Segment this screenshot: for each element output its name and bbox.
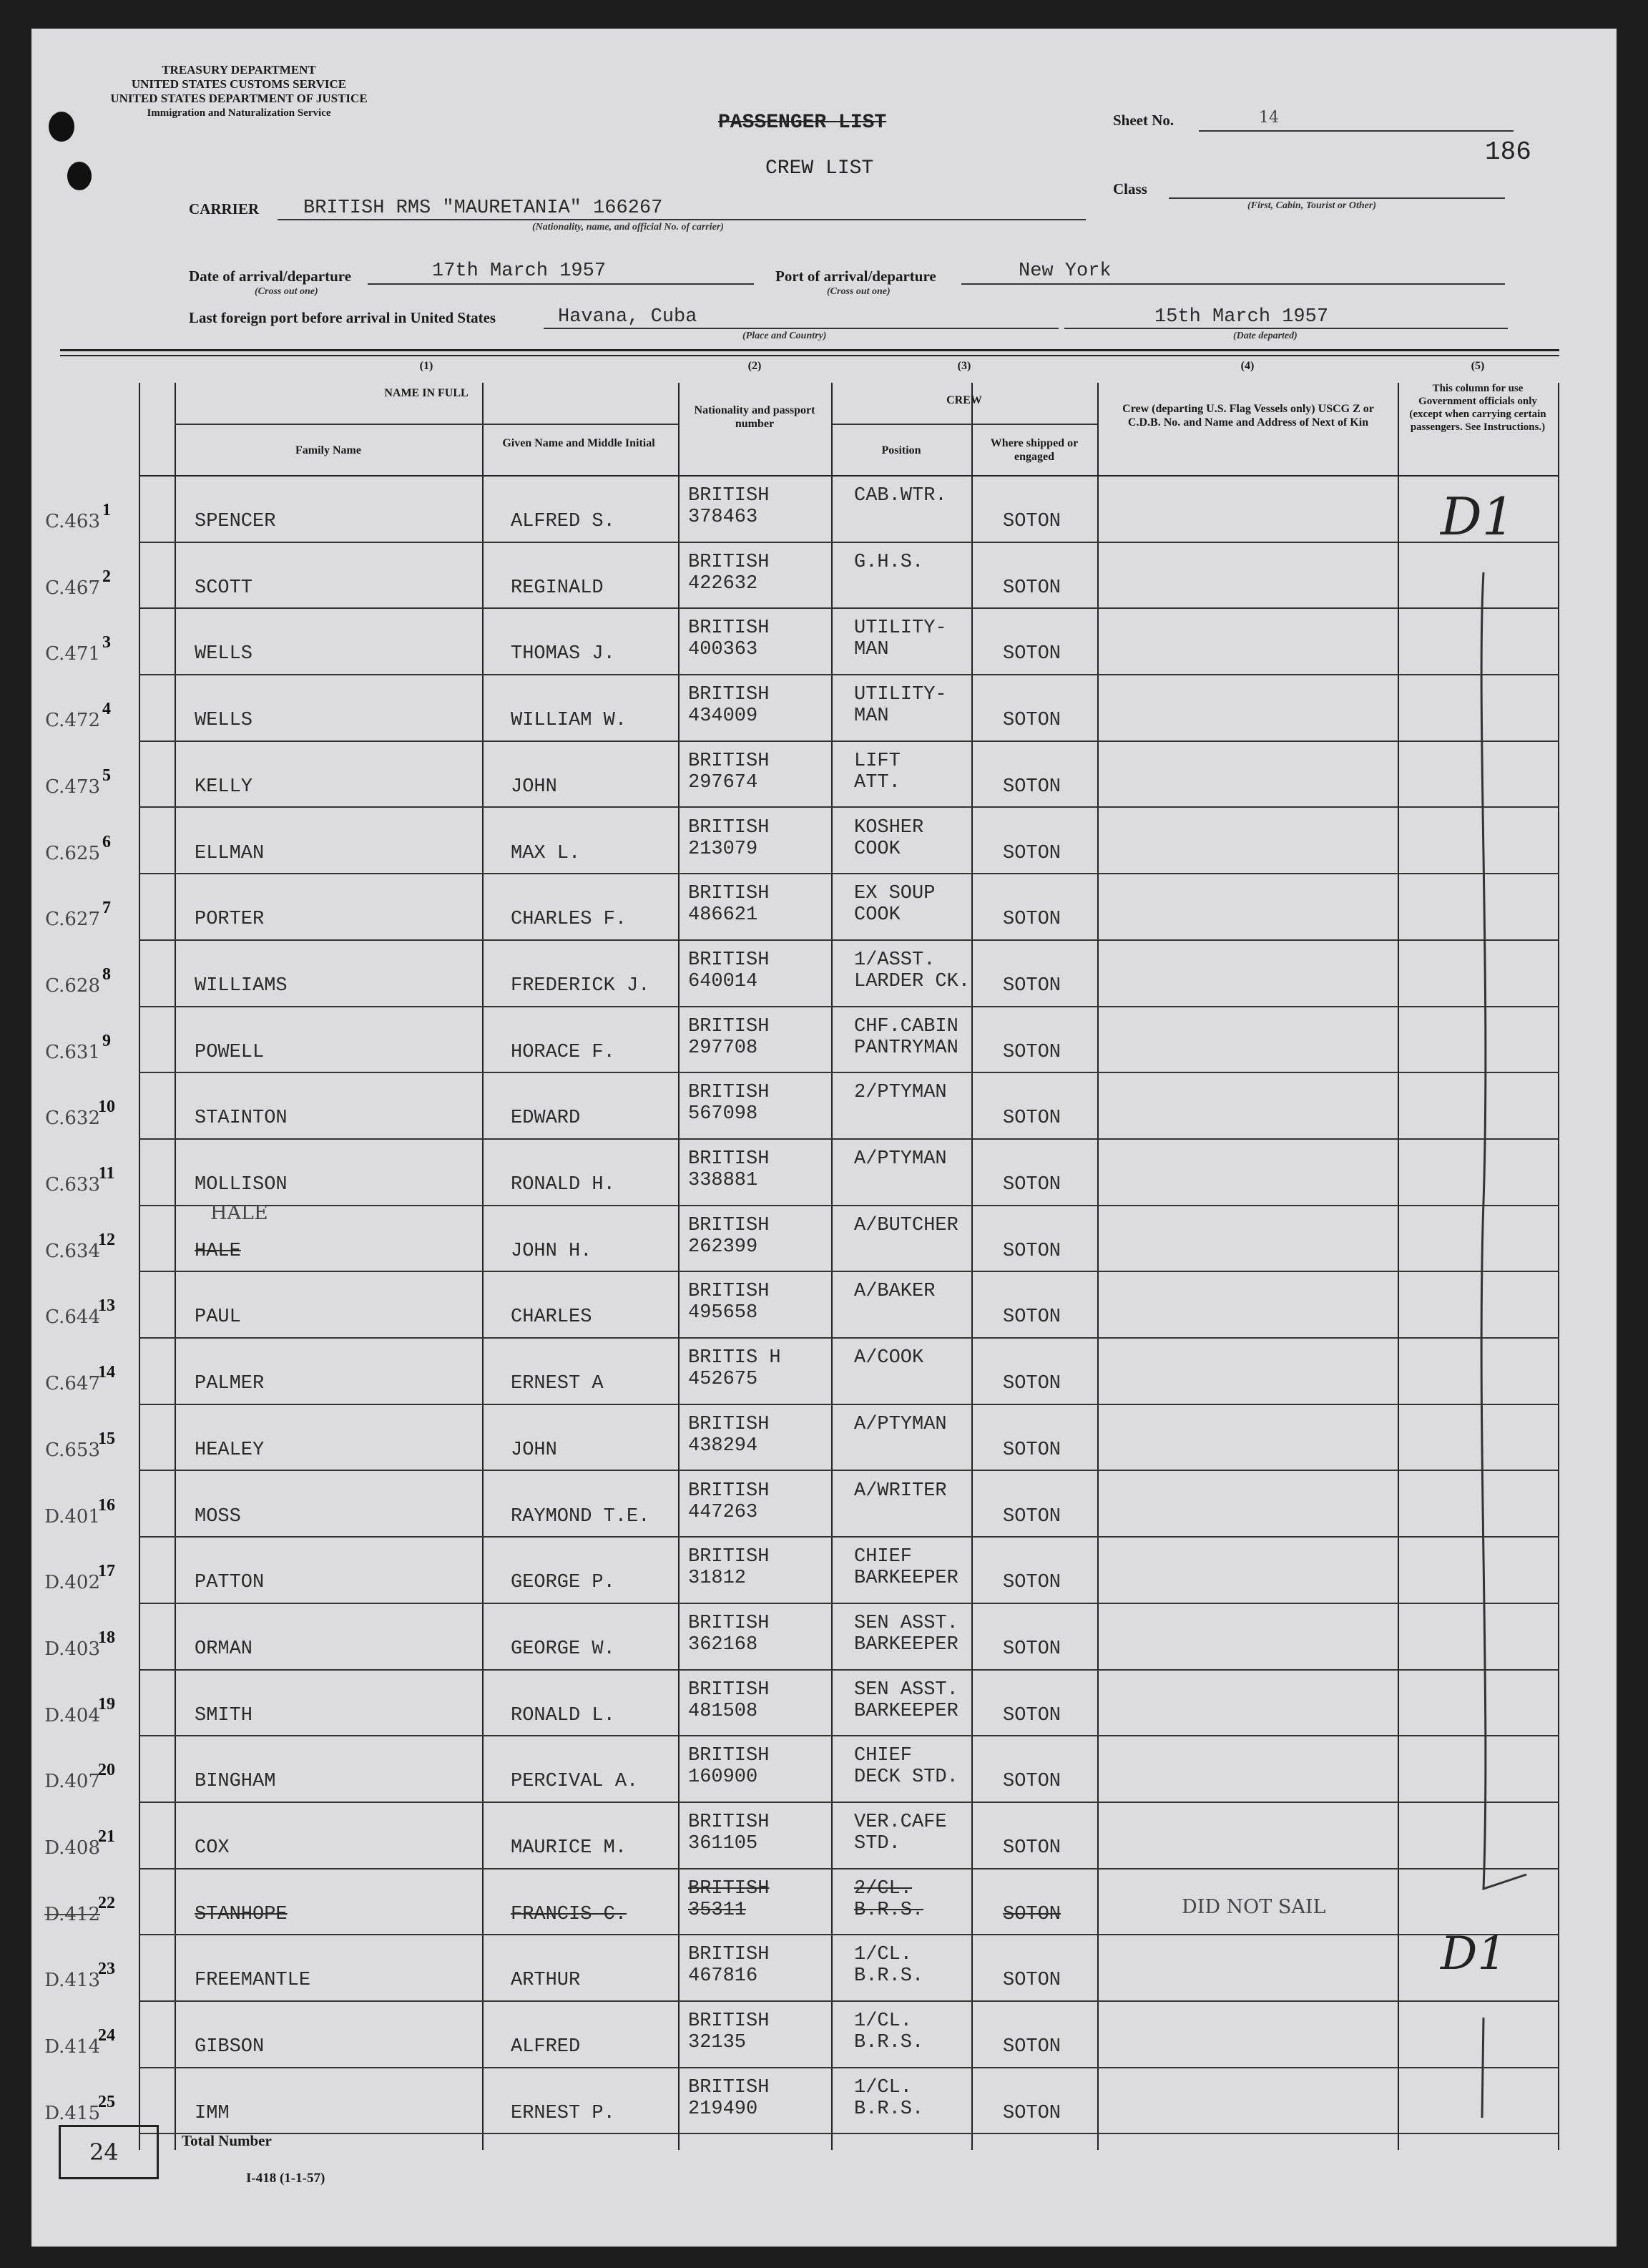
row-number: 25 — [98, 2092, 115, 2111]
family-name: ORMAN — [195, 1638, 253, 1660]
row-ref: D.407 — [44, 1771, 100, 1793]
total-box — [59, 2125, 159, 2179]
family-name: PAUL — [195, 1306, 241, 1329]
last-port-hint: (Place and Country) — [742, 331, 827, 341]
where-shipped: SOTON — [1003, 842, 1061, 864]
position-line-1: 2/PTYMAN — [854, 1082, 947, 1104]
where-shipped: SOTON — [1003, 511, 1061, 532]
row-number: 17 — [98, 1562, 115, 1581]
given-name: CHARLES — [511, 1306, 592, 1329]
table-row — [31, 1803, 1617, 1869]
nationality: BRITISH — [688, 1678, 770, 1701]
row-number: 16 — [98, 1495, 115, 1515]
carrier-value: BRITISH RMS "MAURETANIA" 166267 — [303, 197, 663, 219]
row-ref: D.401 — [44, 1505, 100, 1528]
passport-number: 486621 — [688, 904, 758, 927]
position-line-2: MAN — [854, 639, 889, 661]
given-name: GEORGE P. — [511, 1572, 615, 1594]
where-shipped: SOTON — [1003, 2102, 1061, 2124]
position-line-1: SEN ASST. — [854, 1612, 958, 1634]
agency-ins: Immigration and Naturalization Service — [147, 107, 331, 119]
crew-list-document — [31, 29, 1617, 2247]
position-line-1: CHIEF — [854, 1745, 913, 1767]
nationality: BRITISH — [688, 949, 770, 971]
where-shipped: SOTON — [1003, 1108, 1061, 1130]
position-line-1: LIFT — [854, 750, 901, 772]
position-line-1: CHF.CABIN — [854, 1015, 958, 1037]
position-line-1: A/COOK — [854, 1347, 924, 1369]
table-row — [31, 543, 1617, 610]
family-name: STAINTON — [195, 1108, 288, 1130]
col3b-heading: Where shipped or engaged — [990, 437, 1079, 463]
row-number: 15 — [98, 1429, 115, 1448]
given-name: FREDERICK J. — [511, 974, 650, 997]
row-number: 8 — [102, 964, 111, 984]
position-line-2: B.R.S. — [854, 2098, 924, 2120]
col5-heading: This column for use Government officials only (except when carrying certain passengers. See Instructions.) — [1409, 383, 1546, 433]
row-number: 6 — [102, 832, 111, 851]
position-line-2: MAN — [854, 705, 889, 728]
table-top-rule — [60, 355, 1559, 356]
given-name: ALFRED S. — [511, 511, 615, 532]
passport-number: 378463 — [688, 507, 758, 528]
position-line-2: COOK — [854, 838, 901, 860]
table-row — [31, 742, 1617, 808]
row-ref: D.404 — [44, 1704, 100, 1726]
table-top-rule — [60, 349, 1559, 351]
passport-number: 640014 — [688, 970, 758, 992]
table-row — [31, 1604, 1617, 1671]
table-row — [31, 1869, 1617, 1936]
position-line-1: 2/CL. — [854, 1877, 913, 1900]
position-line-1: A/WRITER — [854, 1480, 947, 1502]
passport-number: 361105 — [688, 1833, 758, 1854]
position-line-1: 1/CL. — [854, 1944, 913, 1966]
passport-number: 438294 — [688, 1434, 758, 1457]
given-name: THOMAS J. — [511, 643, 615, 665]
position-line-1: CHIEF — [854, 1546, 913, 1568]
passport-number: 297708 — [688, 1037, 758, 1059]
where-shipped: SOTON — [1003, 909, 1061, 931]
row-ref: C.463 — [45, 511, 100, 532]
nationality: BRITISH — [688, 684, 770, 706]
given-name: REGINALD — [511, 577, 604, 599]
position-line-2: ATT. — [854, 771, 901, 793]
row-ref: C.627 — [45, 909, 100, 931]
family-name: SCOTT — [195, 577, 253, 599]
arrival-date-value: 17th March 1957 — [432, 260, 607, 282]
sheet-label: Sheet No. — [1113, 112, 1174, 129]
passport-number: 434009 — [688, 705, 758, 728]
position-line-1: UTILITY- — [854, 684, 947, 706]
did-not-sail-note: DID NOT SAIL — [1182, 1896, 1326, 1918]
table-row — [31, 675, 1617, 742]
row-ref: D.408 — [44, 1837, 100, 1859]
last-port-label: Last foreign port before arrival in United States — [189, 309, 496, 326]
class-hint: (First, Cabin, Tourist or Other) — [1247, 200, 1376, 211]
row-ref: C.632 — [45, 1108, 100, 1130]
passport-number: 262399 — [688, 1236, 758, 1258]
given-name: JOHN — [511, 1439, 557, 1461]
family-name: WELLS — [195, 710, 253, 732]
d1-mark-top: D1 — [1441, 487, 1515, 547]
family-name: COX — [195, 1837, 230, 1859]
row-number: 9 — [102, 1031, 111, 1050]
nationality: BRITIS H — [688, 1347, 781, 1369]
passport-number: 452675 — [688, 1369, 758, 1391]
position-line-1: 1/CL. — [854, 2010, 913, 2033]
family-name: IMM — [195, 2102, 230, 2124]
title-struck: PASSENGER LIST — [718, 112, 887, 134]
col2-heading: Nationality and passport number — [694, 404, 815, 430]
row-number: 13 — [98, 1296, 115, 1316]
position-line-2: STD. — [854, 1833, 901, 1854]
position-line-1: A/PTYMAN — [854, 1148, 947, 1170]
col1a-heading: Family Name — [295, 444, 361, 456]
row-number: 22 — [98, 1893, 115, 1912]
row-number: 20 — [98, 1761, 115, 1780]
table-row — [31, 941, 1617, 1007]
nationality: BRITISH — [688, 1015, 770, 1037]
row-ref: C.644 — [45, 1306, 100, 1329]
position-line-2: B.R.S. — [854, 1899, 924, 1921]
nationality: BRITISH — [688, 1612, 770, 1634]
position-line-2: BARKEEPER — [854, 1700, 958, 1722]
col1b-heading: Given Name and Middle Initial — [502, 437, 655, 449]
row-ref: C.631 — [45, 1041, 100, 1063]
row-ref: C.633 — [45, 1174, 100, 1196]
where-shipped: SOTON — [1003, 776, 1061, 798]
given-name: RONALD L. — [511, 1704, 615, 1726]
passport-number: 495658 — [688, 1302, 758, 1324]
passport-number: 219490 — [688, 2098, 758, 2120]
table-row — [31, 1472, 1617, 1538]
given-name: MAURICE M. — [511, 1837, 627, 1859]
carrier-label: CARRIER — [189, 200, 260, 217]
row-divider — [139, 2133, 1559, 2134]
nationality: BRITISH — [688, 1148, 770, 1170]
table-row — [31, 1007, 1617, 1074]
given-name: JOHN H. — [511, 1240, 592, 1262]
cross-out-hint-2: (Cross out one) — [827, 286, 891, 297]
nationality: BRITISH — [688, 1944, 770, 1966]
row-number: 19 — [98, 1694, 115, 1714]
given-name: CHARLES F. — [511, 909, 627, 931]
nationality: BRITISH — [688, 1281, 770, 1303]
passport-number: 400363 — [688, 639, 758, 661]
col3-heading: CREW — [946, 394, 982, 406]
position-line-1: SEN ASST. — [854, 1678, 958, 1701]
row-ref: D.412 — [44, 1903, 100, 1925]
given-name: JOHN — [511, 776, 557, 798]
family-name: ELLMAN — [195, 842, 265, 864]
punch-hole — [67, 162, 92, 190]
page-number: 186 — [1485, 137, 1531, 167]
port-label: Port of arrival/departure — [775, 268, 936, 285]
where-shipped: SOTON — [1003, 1837, 1061, 1859]
where-shipped: SOTON — [1003, 974, 1061, 997]
nationality: BRITISH — [688, 1745, 770, 1767]
agency-treasury: TREASURY DEPARTMENT — [162, 63, 316, 77]
row-ref: C.471 — [45, 643, 100, 665]
passport-number: 32135 — [688, 2032, 747, 2054]
family-name: WILLIAMS — [195, 974, 288, 997]
row-ref: D.415 — [44, 2102, 100, 2124]
position-line-2: BARKEEPER — [854, 1568, 958, 1590]
where-shipped: SOTON — [1003, 1970, 1061, 1992]
family-name: STANHOPE — [195, 1903, 288, 1925]
position-line-1: 1/CL. — [854, 2076, 913, 2098]
col1-number: (1) — [419, 360, 433, 372]
position-line-2: LARDER CK. — [854, 970, 971, 992]
position-line-2: B.R.S. — [854, 1965, 924, 1988]
where-shipped: SOTON — [1003, 577, 1061, 599]
where-shipped: SOTON — [1003, 1505, 1061, 1528]
position-line-1: VER.CAFE — [854, 1812, 947, 1833]
row-number: 2 — [102, 567, 111, 586]
passport-number: 31812 — [688, 1568, 747, 1590]
family-name: HALE — [195, 1240, 241, 1262]
row-ref: C.625 — [45, 842, 100, 864]
where-shipped: SOTON — [1003, 1240, 1061, 1262]
row-number: 23 — [98, 1960, 115, 1979]
row-number: 5 — [102, 766, 111, 785]
table-row — [31, 609, 1617, 675]
table-row — [31, 2068, 1617, 2135]
where-shipped: SOTON — [1003, 1174, 1061, 1196]
family-name: BINGHAM — [195, 1771, 276, 1793]
given-name: PERCIVAL A. — [511, 1771, 639, 1793]
d1-mark-bottom: D1 — [1441, 1927, 1507, 1980]
carrier-hint: (Nationality, name, and official No. of carrier) — [532, 222, 724, 233]
given-name: RONALD H. — [511, 1174, 615, 1196]
arrival-date-label: Date of arrival/departure — [189, 268, 352, 285]
col1-heading: NAME IN FULL — [384, 387, 469, 399]
nationality: BRITISH — [688, 1812, 770, 1833]
row-number: 24 — [98, 2026, 115, 2045]
row-ref: C.653 — [45, 1439, 100, 1461]
col4-heading: Crew (departing U.S. Flag Vessels only) USCG Z or C.D.B. No. and Name and Address of Next of Kin — [1122, 403, 1374, 429]
family-name: PATTON — [195, 1572, 265, 1594]
where-shipped: SOTON — [1003, 1439, 1061, 1461]
position-line-1: A/PTYMAN — [854, 1413, 947, 1435]
nationality: BRITISH — [688, 1546, 770, 1568]
where-shipped: SOTON — [1003, 2036, 1061, 2058]
position-line-1: A/BUTCHER — [854, 1214, 958, 1236]
passport-number: 567098 — [688, 1103, 758, 1125]
table-row — [31, 1405, 1617, 1472]
given-name: ERNEST P. — [511, 2102, 615, 2124]
given-name: MAX L. — [511, 842, 581, 864]
position-line-1: KOSHER — [854, 816, 924, 839]
nationality: BRITISH — [688, 1082, 770, 1104]
nationality: BRITISH — [688, 1214, 770, 1236]
row-number: 14 — [98, 1363, 115, 1382]
table-row — [31, 1206, 1617, 1273]
where-shipped: SOTON — [1003, 710, 1061, 732]
nationality: BRITISH — [688, 1480, 770, 1502]
where-shipped: SOTON — [1003, 1771, 1061, 1793]
family-name: SPENCER — [195, 511, 276, 532]
family-name: WELLS — [195, 643, 253, 665]
row-ref: C.647 — [45, 1373, 100, 1395]
table-row — [31, 1671, 1617, 1737]
family-name: SMITH — [195, 1704, 253, 1726]
given-name: HORACE F. — [511, 1041, 615, 1063]
document-title: CREW LIST — [765, 157, 874, 180]
family-name: PALMER — [195, 1373, 265, 1395]
family-name: PORTER — [195, 909, 265, 931]
passport-number: 213079 — [688, 838, 758, 860]
position-line-1: CAB.WTR. — [854, 485, 947, 507]
table-row — [31, 874, 1617, 941]
family-name: POWELL — [195, 1041, 265, 1063]
sheet-number: 14 — [1259, 109, 1279, 127]
nationality: BRITISH — [688, 883, 770, 905]
table-row — [31, 1935, 1617, 2002]
table-row — [31, 1073, 1617, 1140]
table-row — [31, 2002, 1617, 2068]
agency-block — [74, 63, 403, 120]
where-shipped: SOTON — [1003, 1704, 1061, 1726]
passport-number: 35311 — [688, 1899, 747, 1921]
bracket-line — [1455, 558, 1534, 2132]
total-value: 24 — [89, 2139, 119, 2166]
given-name: ALFRED — [511, 2036, 581, 2058]
given-name: WILLIAM W. — [511, 710, 627, 732]
row-ref: D.414 — [44, 2036, 100, 2058]
passport-number: 297674 — [688, 771, 758, 793]
where-shipped: SOTON — [1003, 1903, 1061, 1925]
agency-customs: UNITED STATES CUSTOMS SERVICE — [131, 77, 347, 91]
port-value: New York — [1019, 260, 1112, 282]
passport-number: 160900 — [688, 1766, 758, 1789]
family-name: KELLY — [195, 776, 253, 798]
table-row — [31, 1339, 1617, 1405]
passport-number: 362168 — [688, 1633, 758, 1656]
where-shipped: SOTON — [1003, 643, 1061, 665]
row-ref: C.472 — [45, 710, 100, 732]
position-line-1: EX SOUP — [854, 883, 936, 905]
row-ref: C.473 — [45, 776, 100, 798]
family-name: GIBSON — [195, 2036, 265, 2058]
given-name: GEORGE W. — [511, 1638, 615, 1660]
where-shipped: SOTON — [1003, 1373, 1061, 1395]
row-number: 3 — [102, 633, 111, 652]
total-label: Total Number — [182, 2132, 272, 2149]
hale-correction: HALE — [210, 1202, 268, 1224]
cross-out-hint-1: (Cross out one) — [255, 286, 318, 297]
where-shipped: SOTON — [1003, 1306, 1061, 1329]
table-row — [31, 1140, 1617, 1206]
passport-number: 447263 — [688, 1501, 758, 1523]
position-line-1: UTILITY- — [854, 617, 947, 640]
row-number: 12 — [98, 1230, 115, 1249]
where-shipped: SOTON — [1003, 1572, 1061, 1594]
family-name: MOSS — [195, 1505, 241, 1528]
where-shipped: SOTON — [1003, 1638, 1061, 1660]
row-ref: C.628 — [45, 974, 100, 997]
given-name: EDWARD — [511, 1108, 581, 1130]
position-line-2: BARKEEPER — [854, 1633, 958, 1656]
passport-number: 422632 — [688, 572, 758, 595]
date-departed-hint: (Date departed) — [1233, 331, 1298, 341]
row-number: 11 — [98, 1164, 115, 1183]
bracket-top — [1481, 572, 1526, 1889]
row-number: 7 — [102, 899, 111, 918]
passport-number: 467816 — [688, 1965, 758, 1988]
given-name: FRANCIS C. — [511, 1903, 627, 1925]
form-id: I-418 (1-1-57) — [246, 2171, 325, 2186]
position-line-1: 1/ASST. — [854, 949, 936, 971]
position-line-1: G.H.S. — [854, 551, 924, 573]
nationality: BRITISH — [688, 551, 770, 573]
col5-number: (5) — [1471, 360, 1485, 372]
col3a-heading: Position — [881, 444, 921, 456]
given-name: ERNEST A — [511, 1373, 604, 1395]
nationality: BRITISH — [688, 1877, 770, 1900]
family-name: HEALEY — [195, 1439, 265, 1461]
row-number: 21 — [98, 1827, 115, 1846]
family-name: MOLLISON — [195, 1174, 288, 1196]
col2-number: (2) — [747, 360, 762, 372]
passport-number: 338881 — [688, 1170, 758, 1191]
date-departed-value: 15th March 1957 — [1154, 306, 1329, 328]
nationality: BRITISH — [688, 485, 770, 507]
where-shipped: SOTON — [1003, 1041, 1061, 1063]
family-name: FREEMANTLE — [195, 1970, 311, 1992]
nationality: BRITISH — [688, 2010, 770, 2033]
row-number: 18 — [98, 1628, 115, 1647]
table-row — [31, 1538, 1617, 1604]
row-ref: D.402 — [44, 1572, 100, 1594]
nationality: BRITISH — [688, 2076, 770, 2098]
position-line-2: COOK — [854, 904, 901, 927]
table-row — [31, 1272, 1617, 1339]
agency-justice: UNITED STATES DEPARTMENT OF JUSTICE — [110, 92, 368, 105]
position-line-2: DECK STD. — [854, 1766, 958, 1789]
col4-number: (4) — [1240, 360, 1255, 372]
row-ref: C.467 — [45, 577, 100, 599]
nationality: BRITISH — [688, 750, 770, 772]
bracket-bottom — [1482, 2018, 1483, 2118]
row-ref: D.413 — [44, 1970, 100, 1992]
table-row — [31, 476, 1617, 543]
punch-hole — [49, 112, 74, 142]
position-line-2: B.R.S. — [854, 2032, 924, 2054]
last-port-value: Havana, Cuba — [558, 306, 697, 328]
nationality: BRITISH — [688, 816, 770, 839]
passport-number: 481508 — [688, 1700, 758, 1722]
given-name: RAYMOND T.E. — [511, 1505, 650, 1528]
nationality: BRITISH — [688, 1413, 770, 1435]
row-ref: D.403 — [44, 1638, 100, 1660]
row-ref: C.634 — [45, 1240, 100, 1262]
row-number: 10 — [98, 1098, 115, 1117]
row-number: 1 — [102, 501, 111, 519]
nationality: BRITISH — [688, 617, 770, 640]
table-row — [31, 808, 1617, 875]
position-line-1: A/BAKER — [854, 1281, 936, 1303]
position-line-2: PANTRYMAN — [854, 1037, 958, 1059]
table-row — [31, 1736, 1617, 1803]
row-number: 4 — [102, 700, 111, 719]
given-name: ARTHUR — [511, 1970, 581, 1992]
class-label: Class — [1113, 180, 1147, 197]
col3-number: (3) — [957, 360, 971, 372]
